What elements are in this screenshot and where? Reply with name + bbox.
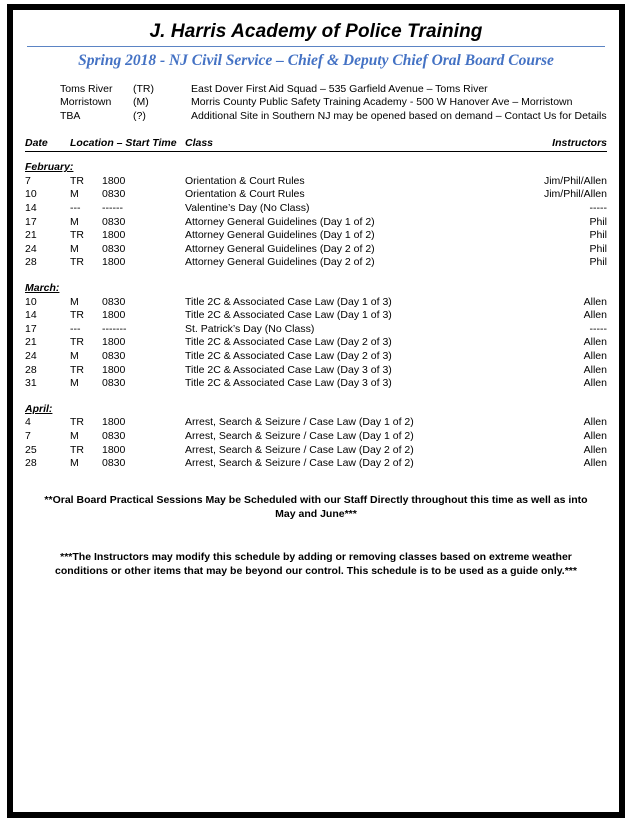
table-row [25, 202, 607, 216]
cell-class: Title 2C & Associated Case Law (Day 2 of 3) [185, 349, 392, 362]
table-row [25, 416, 607, 430]
cell-start-time: 0830 [102, 349, 126, 362]
cell-instructors: Phil [589, 215, 607, 228]
table-row [25, 457, 607, 471]
cell-start-time: 0830 [102, 457, 126, 470]
cell-start-time: 1800 [102, 256, 126, 269]
cell-start-time: 0830 [102, 188, 126, 201]
legend-row [60, 83, 619, 96]
page-border-frame [7, 4, 625, 818]
cell-class: Orientation & Court Rules [185, 188, 305, 201]
cell-location: TR [70, 229, 84, 242]
cell-date: 28 [25, 256, 37, 269]
cell-date: 10 [25, 188, 37, 201]
cell-location: M [70, 215, 79, 228]
cell-class: Attorney General Guidelines (Day 2 of 2) [185, 242, 375, 255]
cell-class: Title 2C & Associated Case Law (Day 3 of 3) [185, 363, 392, 376]
cell-location: TR [70, 363, 84, 376]
cell-class: Arrest, Search & Seizure / Case Law (Day 1 of 2) [185, 429, 414, 442]
month-sections [25, 161, 607, 470]
page-title: J. Harris Academy of Police Training [149, 21, 483, 42]
table-row [25, 323, 607, 337]
cell-class: Attorney General Guidelines (Day 2 of 2) [185, 256, 375, 269]
cell-date: 17 [25, 215, 37, 228]
cell-start-time: 1800 [102, 174, 126, 187]
cell-start-time: 0830 [102, 429, 126, 442]
page-content [13, 10, 619, 812]
cell-instructors: ----- [589, 202, 607, 214]
table-row [25, 229, 607, 243]
cell-location: --- [70, 202, 81, 214]
cell-start-time: 1800 [102, 336, 126, 349]
cell-date: 28 [25, 363, 37, 376]
cell-class: Title 2C & Associated Case Law (Day 3 of 3) [185, 377, 392, 390]
legend-site-code: (?) [133, 109, 146, 122]
table-row [25, 243, 607, 257]
column-header-instructors: Instructors [552, 137, 607, 150]
cell-date: 24 [25, 349, 37, 362]
note-disclaimer: ***The Instructors may modify this schedule by adding or removing classes based on extreme weather conditions or other items that may be beyond our control. This schedule is to be used as a guide only.*** [55, 550, 577, 578]
cell-instructors: Phil [589, 256, 607, 269]
legend-site-description: East Dover First Aid Squad – 535 Garfield Avenue – Toms River [191, 83, 488, 95]
cell-instructors: Allen [583, 377, 607, 390]
cell-class: Attorney General Guidelines (Day 1 of 2) [185, 229, 375, 242]
table-row [25, 296, 607, 310]
table-row [25, 216, 607, 230]
cell-instructors: Allen [583, 363, 607, 376]
cell-instructors: Phil [589, 229, 607, 242]
cell-class: Attorney General Guidelines (Day 1 of 2) [185, 215, 375, 228]
month-label-row [25, 282, 607, 296]
cell-date: 24 [25, 242, 37, 255]
cell-start-time: 1800 [102, 416, 126, 429]
cell-start-time: 0830 [102, 215, 126, 228]
cell-instructors: Phil [589, 242, 607, 255]
cell-instructors: Allen [583, 416, 607, 429]
note-practical-sessions: **Oral Board Practical Sessions May be Scheduled with our Staff Directly throughout this time as well as into May and June*** [44, 493, 588, 520]
cell-location: M [70, 377, 79, 390]
cell-start-time: ------- [102, 322, 127, 335]
cell-location: M [70, 429, 79, 442]
cell-location: TR [70, 309, 84, 322]
cell-location: M [70, 457, 79, 470]
table-row [25, 364, 607, 378]
legend-site-description: Morris County Public Safety Training Academy - 500 W Hanover Ave – Morristown [191, 96, 573, 109]
cell-date: 7 [25, 429, 31, 442]
table-row [25, 430, 607, 444]
month-label: February: [25, 161, 74, 174]
month-section [25, 403, 607, 471]
legend-row [60, 110, 619, 123]
legend-site-name: Morristown [60, 96, 112, 109]
legend-row [60, 96, 619, 109]
column-header-location-time: Location – Start Time [70, 137, 177, 150]
table-row [25, 377, 607, 391]
month-label-row [25, 161, 607, 175]
month-label-row [25, 403, 607, 417]
cell-date: 14 [25, 309, 37, 322]
cell-start-time: 1800 [102, 443, 126, 456]
table-row [25, 188, 607, 202]
cell-date: 25 [25, 443, 37, 456]
table-row [25, 175, 607, 189]
month-label: April: [25, 402, 53, 415]
cell-date: 4 [25, 416, 31, 429]
cell-start-time: 0830 [102, 377, 126, 390]
cell-location: TR [70, 256, 84, 269]
cell-class: Title 2C & Associated Case Law (Day 1 of 3) [185, 295, 392, 308]
cell-start-time: 1800 [102, 229, 126, 242]
cell-date: 17 [25, 322, 37, 335]
cell-location: M [70, 242, 79, 255]
schedule-table [25, 137, 607, 470]
cell-instructors: Allen [583, 457, 607, 470]
cell-instructors: Allen [583, 429, 607, 442]
cell-class: Valentine’s Day (No Class) [185, 202, 310, 214]
cell-start-time: 1800 [102, 309, 126, 322]
cell-date: 10 [25, 295, 37, 308]
cell-start-time: 1800 [102, 363, 126, 376]
month-section [25, 282, 607, 391]
cell-instructors: Allen [583, 295, 607, 308]
cell-location: --- [70, 322, 81, 335]
cell-instructors: Allen [583, 336, 607, 349]
cell-start-time: 0830 [102, 295, 126, 308]
month-section [25, 161, 607, 270]
legend-site-code: (TR) [133, 83, 154, 95]
header-divider [25, 151, 607, 152]
cell-instructors: ----- [589, 322, 607, 335]
cell-date: 7 [25, 174, 31, 187]
legend-site-name: TBA [60, 109, 81, 122]
location-legend [13, 83, 619, 123]
cell-class: Orientation & Court Rules [185, 174, 305, 187]
cell-instructors: Jim/Phil/Allen [543, 174, 607, 187]
month-label: March: [25, 281, 60, 294]
cell-date: 31 [25, 377, 37, 390]
cell-location: TR [70, 416, 84, 429]
cell-date: 28 [25, 457, 37, 470]
legend-site-code: (M) [133, 96, 149, 109]
table-column-headers [25, 137, 607, 151]
table-row [25, 350, 607, 364]
column-header-date: Date [25, 137, 48, 150]
cell-instructors: Allen [583, 309, 607, 322]
cell-class: Arrest, Search & Seizure / Case Law (Day 2 of 2) [185, 457, 414, 470]
cell-date: 21 [25, 336, 37, 349]
table-row [25, 256, 607, 270]
table-row [25, 444, 607, 458]
cell-location: TR [70, 336, 84, 349]
cell-location: M [70, 188, 79, 201]
cell-instructors: Allen [583, 349, 607, 362]
cell-location: M [70, 295, 79, 308]
title-divider [27, 46, 605, 47]
cell-class: Arrest, Search & Seizure / Case Law (Day 2 of 2) [185, 443, 414, 456]
cell-date: 14 [25, 202, 37, 214]
cell-location: TR [70, 174, 84, 187]
cell-instructors: Jim/Phil/Allen [543, 188, 607, 201]
table-row [25, 336, 607, 350]
cell-date: 21 [25, 229, 37, 242]
table-row [25, 309, 607, 323]
cell-class: Title 2C & Associated Case Law (Day 1 of 3) [185, 309, 392, 322]
column-header-class: Class [185, 137, 214, 150]
cell-instructors: Allen [583, 443, 607, 456]
cell-class: Arrest, Search & Seizure / Case Law (Day 1 of 2) [185, 416, 414, 429]
cell-location: TR [70, 443, 84, 456]
cell-class: St. Patrick’s Day (No Class) [185, 322, 315, 335]
legend-site-name: Toms River [60, 83, 113, 95]
cell-location: M [70, 349, 79, 362]
cell-start-time: ------ [102, 202, 123, 214]
cell-start-time: 0830 [102, 242, 126, 255]
legend-site-description: Additional Site in Southern NJ may be opened based on demand – Contact Us for Details [191, 109, 607, 122]
page-subtitle: Spring 2018 - NJ Civil Service – Chief & Deputy Chief Oral Board Course [78, 52, 554, 69]
cell-class: Title 2C & Associated Case Law (Day 2 of 3) [185, 336, 392, 349]
